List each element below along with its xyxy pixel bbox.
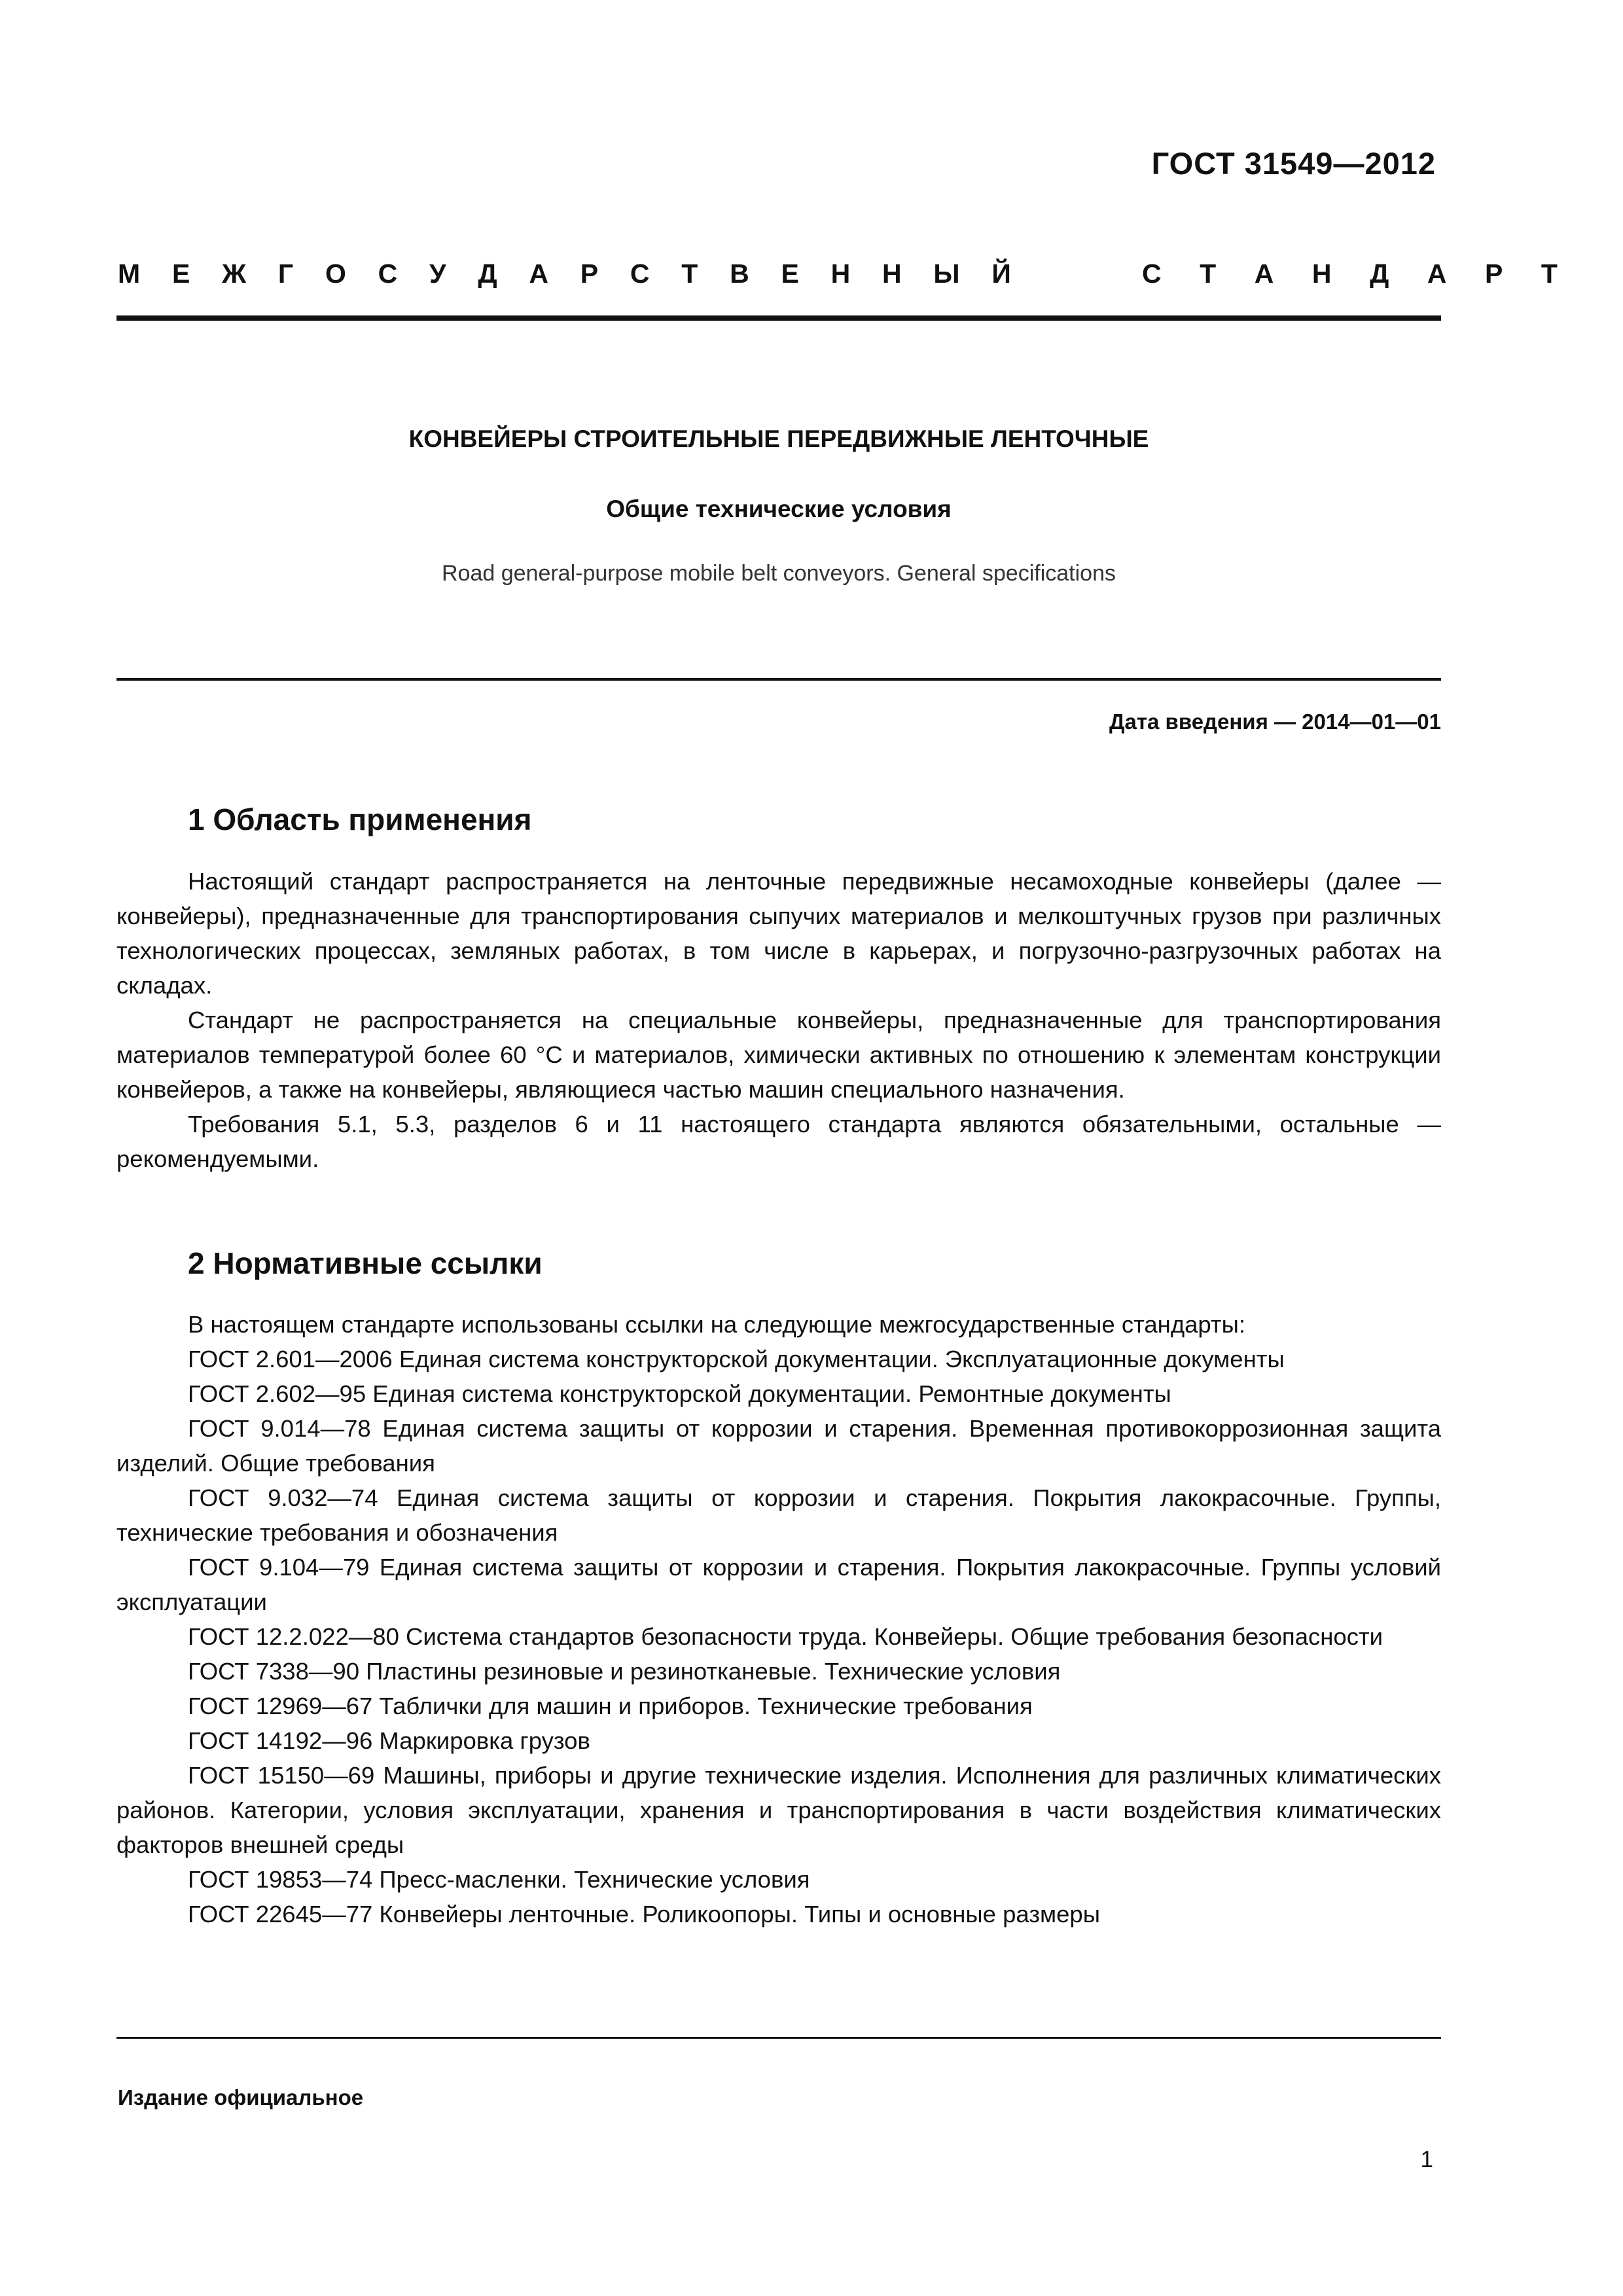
banner-letter: Т xyxy=(681,259,698,289)
reference-item: ГОСТ 2.602—95 Единая система конструкторской документации. Ремонтные документы xyxy=(188,1380,1171,1407)
banner-letter: Е xyxy=(781,259,799,289)
banner-letter: У xyxy=(429,259,446,289)
reference-item: ГОСТ 22645—77 Конвейеры ленточные. Роликоопоры. Типы и основные размеры xyxy=(188,1901,1100,1928)
reference-item: ГОСТ 9.032—74 Единая система защиты от коррозии и старения. Покрытия лакокрасочные. Группы, технические требования и обозначения xyxy=(116,1484,1441,1546)
banner-letter: Й xyxy=(991,259,1011,289)
banner-letter: С xyxy=(1142,259,1162,289)
banner-letter: Е xyxy=(171,259,190,289)
interstate-standard-banner xyxy=(118,259,1558,298)
paragraph: Настоящий стандарт распространяется на ленточные передвижные несамоходные конвейеры (далее — конвейеры), предназначенные для транспортирования сыпучих материалов и мелкоштучных грузов при различных технологических процессах, земляных работах, в том числе в карьерах, и погрузочно-разгрузочных работах на складах. xyxy=(116,868,1441,999)
reference-item: ГОСТ 9.014—78 Единая система защиты от коррозии и старения. Временная противокоррозионная защита изделий. Общие требования xyxy=(116,1415,1441,1477)
section-heading-references: 2 Нормативные ссылки xyxy=(188,1246,543,1280)
english-title: Road general-purpose mobile belt conveyors. General specifications xyxy=(441,561,1116,586)
paragraph: Требования 5.1, 5.3, разделов 6 и 11 настоящего стандарта являются обязательными, остальные — рекомендуемыми. xyxy=(116,1111,1441,1172)
section-scope-body xyxy=(116,864,1441,1176)
banner-letter: А xyxy=(1427,259,1447,289)
banner-letter: Р xyxy=(1484,259,1503,289)
introduction-date: Дата введения — 2014—01—01 xyxy=(1109,709,1441,734)
title-rule xyxy=(116,678,1441,681)
banner-letter: Т xyxy=(1200,259,1217,289)
section-references-body xyxy=(116,1307,1441,1931)
banner-letter: Н xyxy=(830,259,851,289)
banner-letter: Г xyxy=(277,259,294,289)
standard-designation: ГОСТ 31549—2012 xyxy=(1151,146,1436,181)
banner-letter: Д xyxy=(478,259,497,289)
banner-letter: Ж xyxy=(222,259,247,289)
reference-item: ГОСТ 15150—69 Машины, приборы и другие технические изделия. Исполнения для различных климатических районов. Категории, условия эксплуатации, хранения и транспортирования в части воздействия климатических факторов внешней среды xyxy=(116,1762,1441,1858)
reference-item: ГОСТ 19853—74 Пресс-масленки. Технические условия xyxy=(188,1866,810,1893)
banner-letter: Т xyxy=(1541,259,1558,289)
reference-item: ГОСТ 12969—67 Таблички для машин и приборов. Технические требования xyxy=(188,1693,1033,1719)
banner-letter: С xyxy=(378,259,398,289)
paragraph: Стандарт не распространяется на специальные конвейеры, предназначенные для транспортирования материалов температурой более 60 °С и материалов, химически активных по отношению к элементам конструкции конвейеров, а также на конвейеры, являющиеся частью машин специального назначения. xyxy=(116,1007,1441,1103)
banner-word-interstate xyxy=(118,259,1011,289)
reference-item: ГОСТ 14192—96 Маркировка грузов xyxy=(188,1727,590,1754)
banner-letter: С xyxy=(630,259,650,289)
banner-letter: О xyxy=(325,259,346,289)
banner-letter: Н xyxy=(1311,259,1332,289)
banner-letter: А xyxy=(1254,259,1274,289)
official-edition-label: Издание официальное xyxy=(118,2085,364,2109)
banner-letter: М xyxy=(118,259,141,289)
banner-letter: Р xyxy=(580,259,599,289)
banner-word-standard xyxy=(1142,259,1558,289)
banner-letter: Ы xyxy=(933,259,960,289)
banner-letter: В xyxy=(730,259,749,289)
banner-letter: Н xyxy=(882,259,902,289)
banner-letter: А xyxy=(529,259,548,289)
section-heading-scope: 1 Область применения xyxy=(188,802,532,836)
paragraph: В настоящем стандарте использованы ссылки на следующие межгосударственные стандарты: xyxy=(188,1311,1246,1338)
footer-rule xyxy=(116,2037,1441,2039)
reference-item: ГОСТ 2.601—2006 Единая система конструкторской документации. Эксплуатационные документы xyxy=(188,1346,1285,1372)
document-title: КОНВЕЙЕРЫ СТРОИТЕЛЬНЫЕ ПЕРЕДВИЖНЫЕ ЛЕНТОЧНЫЕ xyxy=(408,425,1149,452)
reference-item: ГОСТ 12.2.022—80 Система стандартов безопасности труда. Конвейеры. Общие требования безопасности xyxy=(188,1623,1383,1650)
banner-letter: Д xyxy=(1370,259,1389,289)
reference-item: ГОСТ 7338—90 Пластины резиновые и резинотканевые. Технические условия xyxy=(188,1658,1061,1685)
reference-item: ГОСТ 9.104—79 Единая система защиты от коррозии и старения. Покрытия лакокрасочные. Группы условий эксплуатации xyxy=(116,1554,1441,1615)
document-subtitle: Общие технические условия xyxy=(606,495,952,522)
page-number: 1 xyxy=(1420,2147,1433,2172)
header-rule xyxy=(116,315,1441,321)
